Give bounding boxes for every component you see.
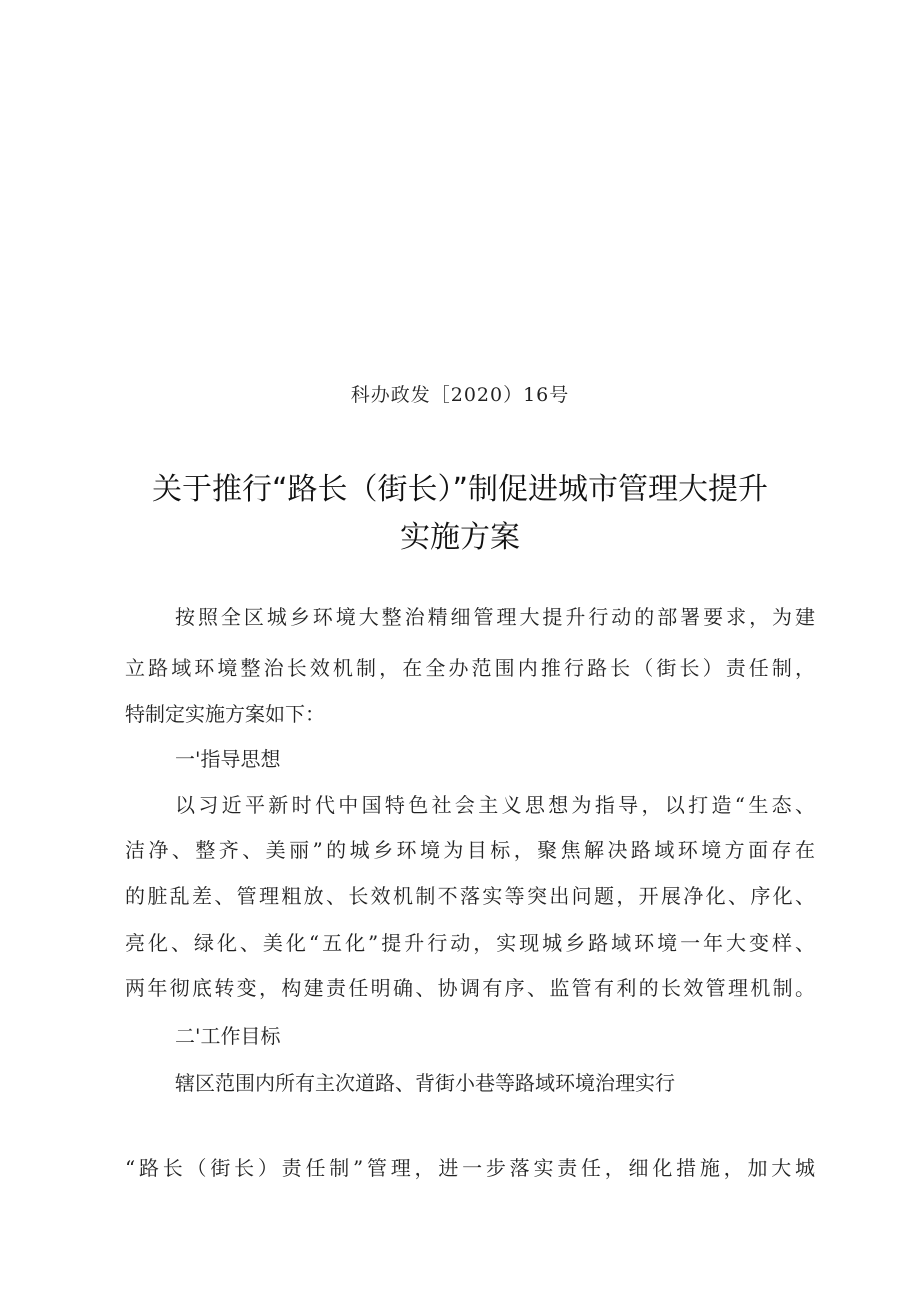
section-heading: 二'工作目标	[175, 1024, 281, 1048]
body-line: 两年彻底转变，构建责任明确、协调有序、监管有利的长效管理机制。	[125, 976, 815, 1000]
body-line: 按照全区城乡环境大整治精细管理大提升行动的部署要求，为建	[175, 605, 815, 629]
body-line: 洁净、整齐、美丽”的城乡环境为目标，聚焦解决路域环境方面存在	[125, 838, 815, 862]
document-title-line-2: 实施方案	[400, 520, 520, 555]
body-line: “路长（街长）责任制”管理，进一步落实责任，细化措施，加大城	[125, 1156, 815, 1180]
body-line: 亮化、绿化、美化“五化”提升行动，实现城乡路域环境一年大变样、	[125, 931, 815, 955]
document-title	[100, 466, 820, 562]
body-line: 辖区范围内所有主次道路、背街小巷等路域环境治理实行	[175, 1071, 675, 1095]
document-title-line-1: 关于推行“路长（街长）”制促进城市管理大提升	[151, 472, 769, 507]
document-number: 科办政发［2020）16号	[350, 384, 570, 406]
body-line: 以习近平新时代中国特色社会主义思想为指导，以打造“生态、	[175, 793, 815, 817]
body-line: 立路域环境整治长效机制，在全办范围内推行路长（街长）责任制，	[125, 656, 815, 680]
section-heading: 一'指导思想	[175, 747, 281, 771]
body-line: 特制定实施方案如下：	[125, 702, 325, 726]
body-line: 的脏乱差、管理粗放、长效机制不落实等突出问题，开展净化、序化、	[125, 884, 815, 908]
